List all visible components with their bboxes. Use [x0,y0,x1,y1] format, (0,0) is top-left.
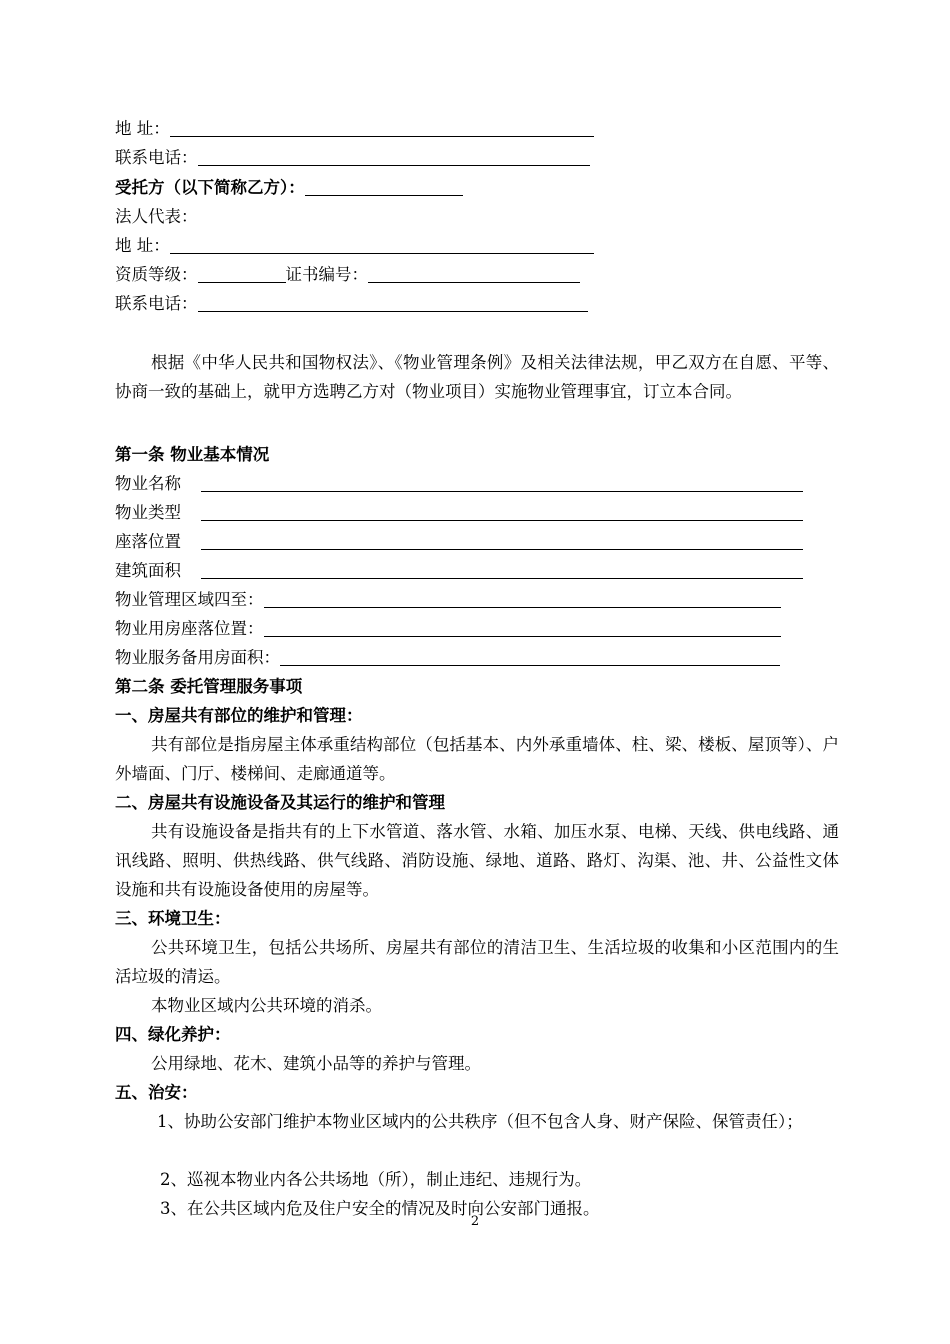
section5-item-1: 1、协助公安部门维护本物业区域内的公共秩序（但不包含人身、财产保险、保管责任）； [157,1112,803,1131]
party-b-name-blank [305,176,463,196]
section1-text: 共有部位是指房屋主体承重结构部位（包括基本、内外承重墙体、柱、梁、楼板、屋顶等）、户外墙面、门厅、楼梯间、走廊通道等。 [115,735,839,783]
field-label: 物业用房座落位置： [115,619,264,638]
party-a-phone-blank [198,146,590,166]
field-blank [280,646,780,666]
field-boundaries-row [115,585,781,614]
field-label: 物业管理区域四至： [115,590,264,609]
party-b-certificate-blank [368,263,580,283]
party-a-phone-label: 联系电话： [115,148,198,167]
field-location-row [115,527,803,556]
party-b-certificate-label: 证书编号： [285,265,368,284]
field-blank [201,530,803,550]
party-b-qualification-row [115,260,580,289]
article2-title: 第二条 委托管理服务事项 [115,677,303,696]
section4-title: 四、绿化养护： [115,1025,231,1044]
field-label: 座落位置 [115,532,181,551]
party-a-phone-row [115,143,590,172]
party-a-address-label: 地 址： [115,119,170,138]
party-b-phone-blank [198,292,588,312]
field-office-location-row [115,614,781,643]
field-label: 物业名称 [115,474,181,493]
party-b-qualification-blank [198,263,286,283]
party-b-phone-label: 联系电话： [115,294,198,313]
field-blank [201,559,803,579]
field-blank [264,588,781,608]
party-a-address-row [115,114,594,143]
field-label: 物业服务备用房面积： [115,648,280,667]
party-b-legal-rep-label: 法人代表： [115,207,198,226]
section5-title: 五、治安： [115,1083,198,1102]
field-building-area-row [115,556,803,585]
section3-title: 三、环境卫生： [115,909,231,928]
section2-title: 二、房屋共有设施设备及其运行的维护和管理 [115,793,445,812]
field-blank [201,501,803,521]
party-b-legal-rep-row [115,202,198,231]
field-property-name-row [115,469,803,498]
field-spare-area-row [115,643,780,672]
field-blank [201,472,803,492]
page-number: 2 [470,1214,480,1229]
party-b-title-row [115,173,463,202]
field-label: 建筑面积 [115,561,181,580]
party-a-address-blank [170,117,594,137]
field-property-type-row [115,498,803,527]
section4-text: 公用绿地、花木、建筑小品等的养护与管理。 [151,1054,481,1073]
field-label: 物业类型 [115,503,181,522]
section1-title: 一、房屋共有部位的维护和管理： [115,706,363,725]
party-b-address-label: 地 址： [115,236,170,255]
intro-paragraph: 根据《中华人民共和国物权法》、《物业管理条例》及相关法律法规，甲乙双方在自愿、平等、协商一致的基础上，就甲方选聘乙方对（物业项目）实施物业管理事宜，订立本合同。 [115,353,839,401]
field-blank [264,617,781,637]
section5-item-3: 3、在公共区域内危及住户安全的情况及时向公安部门通报。 [160,1199,600,1218]
party-b-qualification-label: 资质等级： [115,265,198,284]
section3-text-1: 公共环境卫生，包括公共场所、房屋共有部位的清洁卫生、生活垃圾的收集和小区范围内的生活垃圾的清运。 [115,938,839,986]
section2-text: 共有设施设备是指共有的上下水管道、落水管、水箱、加压水泵、电梯、天线、供电线路、通讯线路、照明、供热线路、供气线路、消防设施、绿地、道路、路灯、沟渠、池、井、公益性文体设施和共有设施设备使用的房屋等。 [115,822,839,899]
party-b-address-blank [170,234,594,254]
party-b-title: 受托方（以下简称乙方）： [115,178,305,197]
party-b-address-row [115,231,594,260]
section3-text-2: 本物业区域内公共环境的消杀。 [151,996,382,1015]
section5-item-2: 2、巡视本物业内各公共场地（所），制止违纪、违规行为。 [160,1170,592,1189]
article1-title: 第一条 物业基本情况 [115,445,270,464]
party-b-phone-row [115,289,588,318]
